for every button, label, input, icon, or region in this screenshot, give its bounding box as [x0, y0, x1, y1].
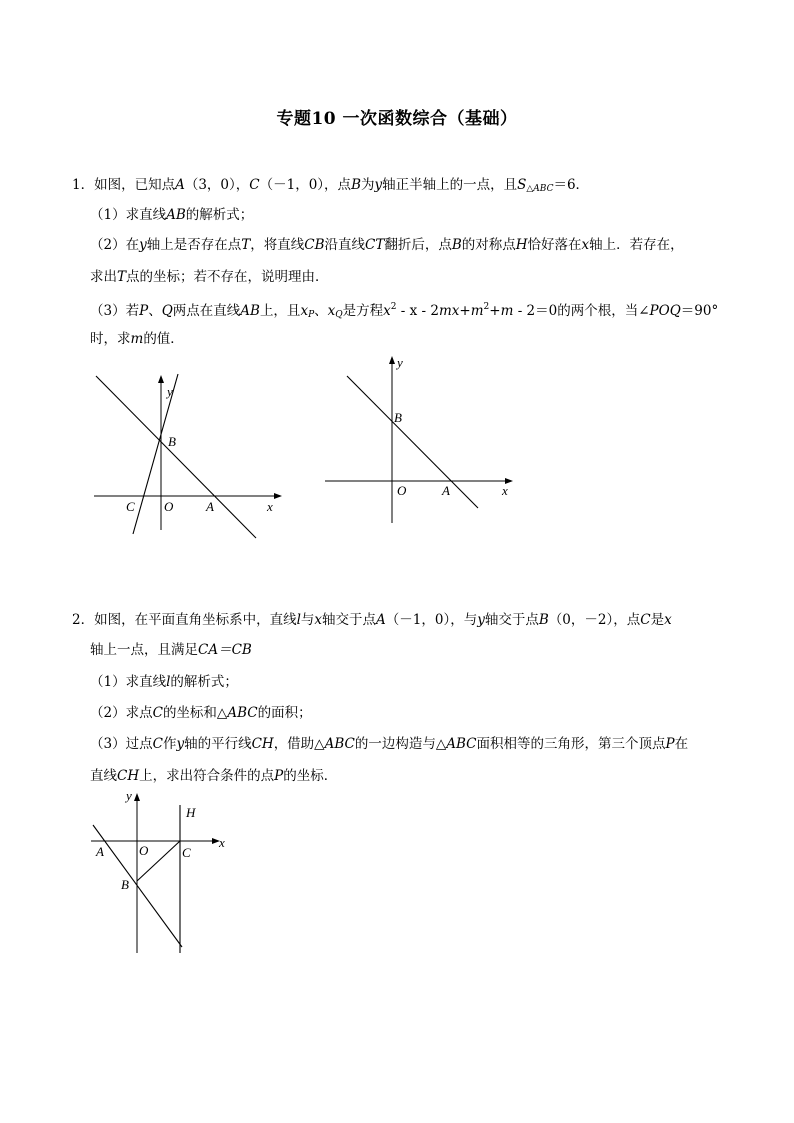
var: ABC — [324, 736, 355, 752]
var: m — [470, 303, 484, 319]
text: （1）求直线 — [90, 674, 167, 690]
var: AB — [240, 303, 260, 319]
figure-1 — [90, 370, 290, 545]
text: 作 — [162, 736, 177, 752]
text: （3，0）， — [184, 177, 250, 193]
var: P — [665, 736, 675, 752]
label-a: A — [96, 844, 104, 859]
var: y — [374, 177, 383, 193]
text: ＝90° — [680, 303, 719, 319]
figure-3 — [85, 785, 235, 960]
text: 轴的平行线 — [184, 736, 252, 752]
q2-part-3-cont — [90, 767, 337, 785]
question-2-text-cont — [90, 641, 252, 659]
text: 在 — [674, 736, 689, 752]
text: 的面积； — [257, 705, 312, 721]
text: 的值． — [143, 331, 184, 347]
text: 的对称点 — [461, 237, 516, 253]
var: CH — [251, 736, 274, 752]
var: B — [351, 177, 361, 193]
label-x: x — [267, 499, 273, 514]
var: x — [664, 612, 672, 628]
label-y: y — [126, 788, 132, 803]
text: 轴交于点 — [322, 612, 377, 628]
text: ，借助△ — [273, 736, 325, 752]
text: 面积相等的三角形，第三个顶点 — [476, 736, 666, 752]
text: 的坐标． — [283, 768, 338, 784]
var: C — [249, 177, 260, 193]
var: AB — [166, 207, 186, 223]
var: CA＝CB — [198, 642, 252, 658]
superscript: 2 — [390, 302, 397, 312]
text: - x - 2 — [396, 303, 439, 319]
text: 是 — [650, 612, 665, 628]
text: + — [489, 303, 501, 319]
var: P — [274, 768, 284, 784]
var: ABC — [227, 705, 258, 721]
label-a: A — [442, 483, 450, 498]
var: x — [327, 303, 336, 319]
text: 的解析式； — [170, 674, 238, 690]
var: A — [175, 177, 185, 193]
q1-part-3-cont — [90, 330, 184, 348]
var: POQ — [649, 303, 681, 319]
line-ab — [96, 376, 256, 538]
text: - 2＝0的两个根，当∠ — [513, 303, 650, 319]
label-b: B — [121, 877, 129, 892]
text: 求出 — [90, 269, 117, 285]
var: l — [296, 612, 301, 628]
q2-part-1 — [90, 673, 238, 691]
text: 是方程 — [342, 303, 384, 319]
var: m — [500, 303, 514, 319]
q2-part-3 — [90, 735, 688, 753]
text: 的坐标和△ — [162, 705, 228, 721]
text: 的解析式； — [185, 207, 254, 223]
label-y: y — [167, 384, 173, 399]
text: 轴上一点，且满足 — [90, 642, 198, 658]
y-axis-arrow — [134, 793, 140, 801]
text: 轴上．若存在， — [589, 237, 684, 253]
text: 如图，已知点 — [94, 177, 176, 193]
text: 翻折后，点 — [384, 237, 452, 253]
var: ABC — [446, 736, 477, 752]
var: x — [581, 237, 590, 253]
text: （2）求点 — [90, 705, 153, 721]
var: S — [517, 177, 527, 193]
y-axis-arrow — [158, 375, 164, 383]
q1-part-1 — [90, 206, 253, 224]
text: 、 — [314, 303, 328, 319]
line-ab — [347, 376, 478, 508]
var: T — [117, 269, 127, 285]
var: l — [166, 674, 171, 690]
label-o: O — [139, 843, 149, 858]
var: x — [300, 303, 309, 319]
var: x — [383, 303, 391, 319]
subscript-text: P — [308, 310, 315, 320]
var: y — [176, 736, 185, 752]
subscript-text: Q — [335, 310, 343, 320]
var: H — [515, 237, 528, 253]
label-c: C — [182, 845, 191, 860]
var: x — [314, 612, 323, 628]
text: 轴上是否存在点 — [146, 237, 242, 253]
question-number: 2． — [72, 612, 95, 628]
label-o: O — [397, 483, 407, 498]
var: P — [139, 303, 149, 319]
var: B — [451, 237, 462, 253]
var: CB — [304, 237, 325, 253]
text: 上，求出符合条件的点 — [139, 768, 275, 784]
question-number: 1． — [72, 177, 95, 193]
label-c: C — [126, 499, 135, 514]
text: （－1，0），与 — [385, 612, 478, 628]
var: mx — [439, 303, 460, 319]
text: ，将直线 — [250, 237, 305, 253]
text: （3）若 — [90, 303, 140, 319]
text: 沿直线 — [324, 237, 365, 253]
text: 直线 — [90, 768, 117, 784]
var: CT — [365, 237, 385, 253]
text: （1）求直线 — [90, 207, 167, 223]
question-2-text — [72, 611, 672, 629]
var: B — [538, 612, 549, 628]
text: 点的坐标；若不存在，说明理由． — [126, 269, 329, 285]
text: 的一边构造与△ — [354, 736, 447, 752]
page-title: 专题10 一次函数综合（基础） — [276, 109, 518, 129]
text: 与 — [300, 612, 315, 628]
label-y: y — [397, 355, 403, 370]
text: 上，且 — [259, 303, 301, 319]
superscript: 2 — [483, 302, 490, 312]
var: C — [640, 612, 651, 628]
label-a: A — [206, 499, 214, 514]
text: 、 — [148, 303, 162, 319]
var: Q — [161, 303, 173, 319]
text: 两点在直线 — [172, 303, 241, 319]
label-x: x — [219, 835, 225, 850]
text: （0，－2），点 — [548, 612, 641, 628]
text: ＝6． — [553, 177, 590, 193]
var: T — [241, 237, 251, 253]
text: 时，求 — [90, 331, 131, 347]
text: 为 — [360, 177, 375, 193]
var: C — [152, 705, 163, 721]
label-b: B — [168, 434, 176, 449]
subscript-text: △ABC — [526, 184, 554, 194]
text: 轴正半轴上的一点，且 — [382, 177, 518, 193]
label-x: x — [502, 483, 508, 498]
var: y — [139, 237, 147, 253]
text: （－1，0），点 — [259, 177, 352, 193]
text: （3）过点 — [90, 736, 153, 752]
var: CH — [117, 768, 140, 784]
var: A — [376, 612, 386, 628]
q1-part-2-cont — [90, 268, 329, 286]
q1-part-3 — [90, 298, 718, 324]
q2-part-2 — [90, 704, 312, 722]
var: y — [477, 612, 485, 628]
x-axis-arrow — [274, 493, 282, 499]
question-1-text — [72, 176, 589, 198]
var: C — [152, 736, 163, 752]
text: 恰好落在 — [527, 237, 582, 253]
q1-part-2 — [90, 236, 684, 254]
figure-2 — [320, 350, 520, 530]
y-axis-arrow — [389, 356, 395, 364]
text: 如图，在平面直角坐标系中，直线 — [94, 612, 297, 628]
label-o: O — [164, 499, 174, 514]
label-h: H — [186, 805, 196, 820]
text: + — [459, 303, 471, 319]
label-b: B — [394, 410, 402, 425]
subscript — [335, 310, 342, 320]
text: （2）在 — [90, 237, 140, 253]
subscript — [526, 184, 553, 194]
text: 轴交于点 — [484, 612, 539, 628]
var: m — [130, 331, 144, 347]
